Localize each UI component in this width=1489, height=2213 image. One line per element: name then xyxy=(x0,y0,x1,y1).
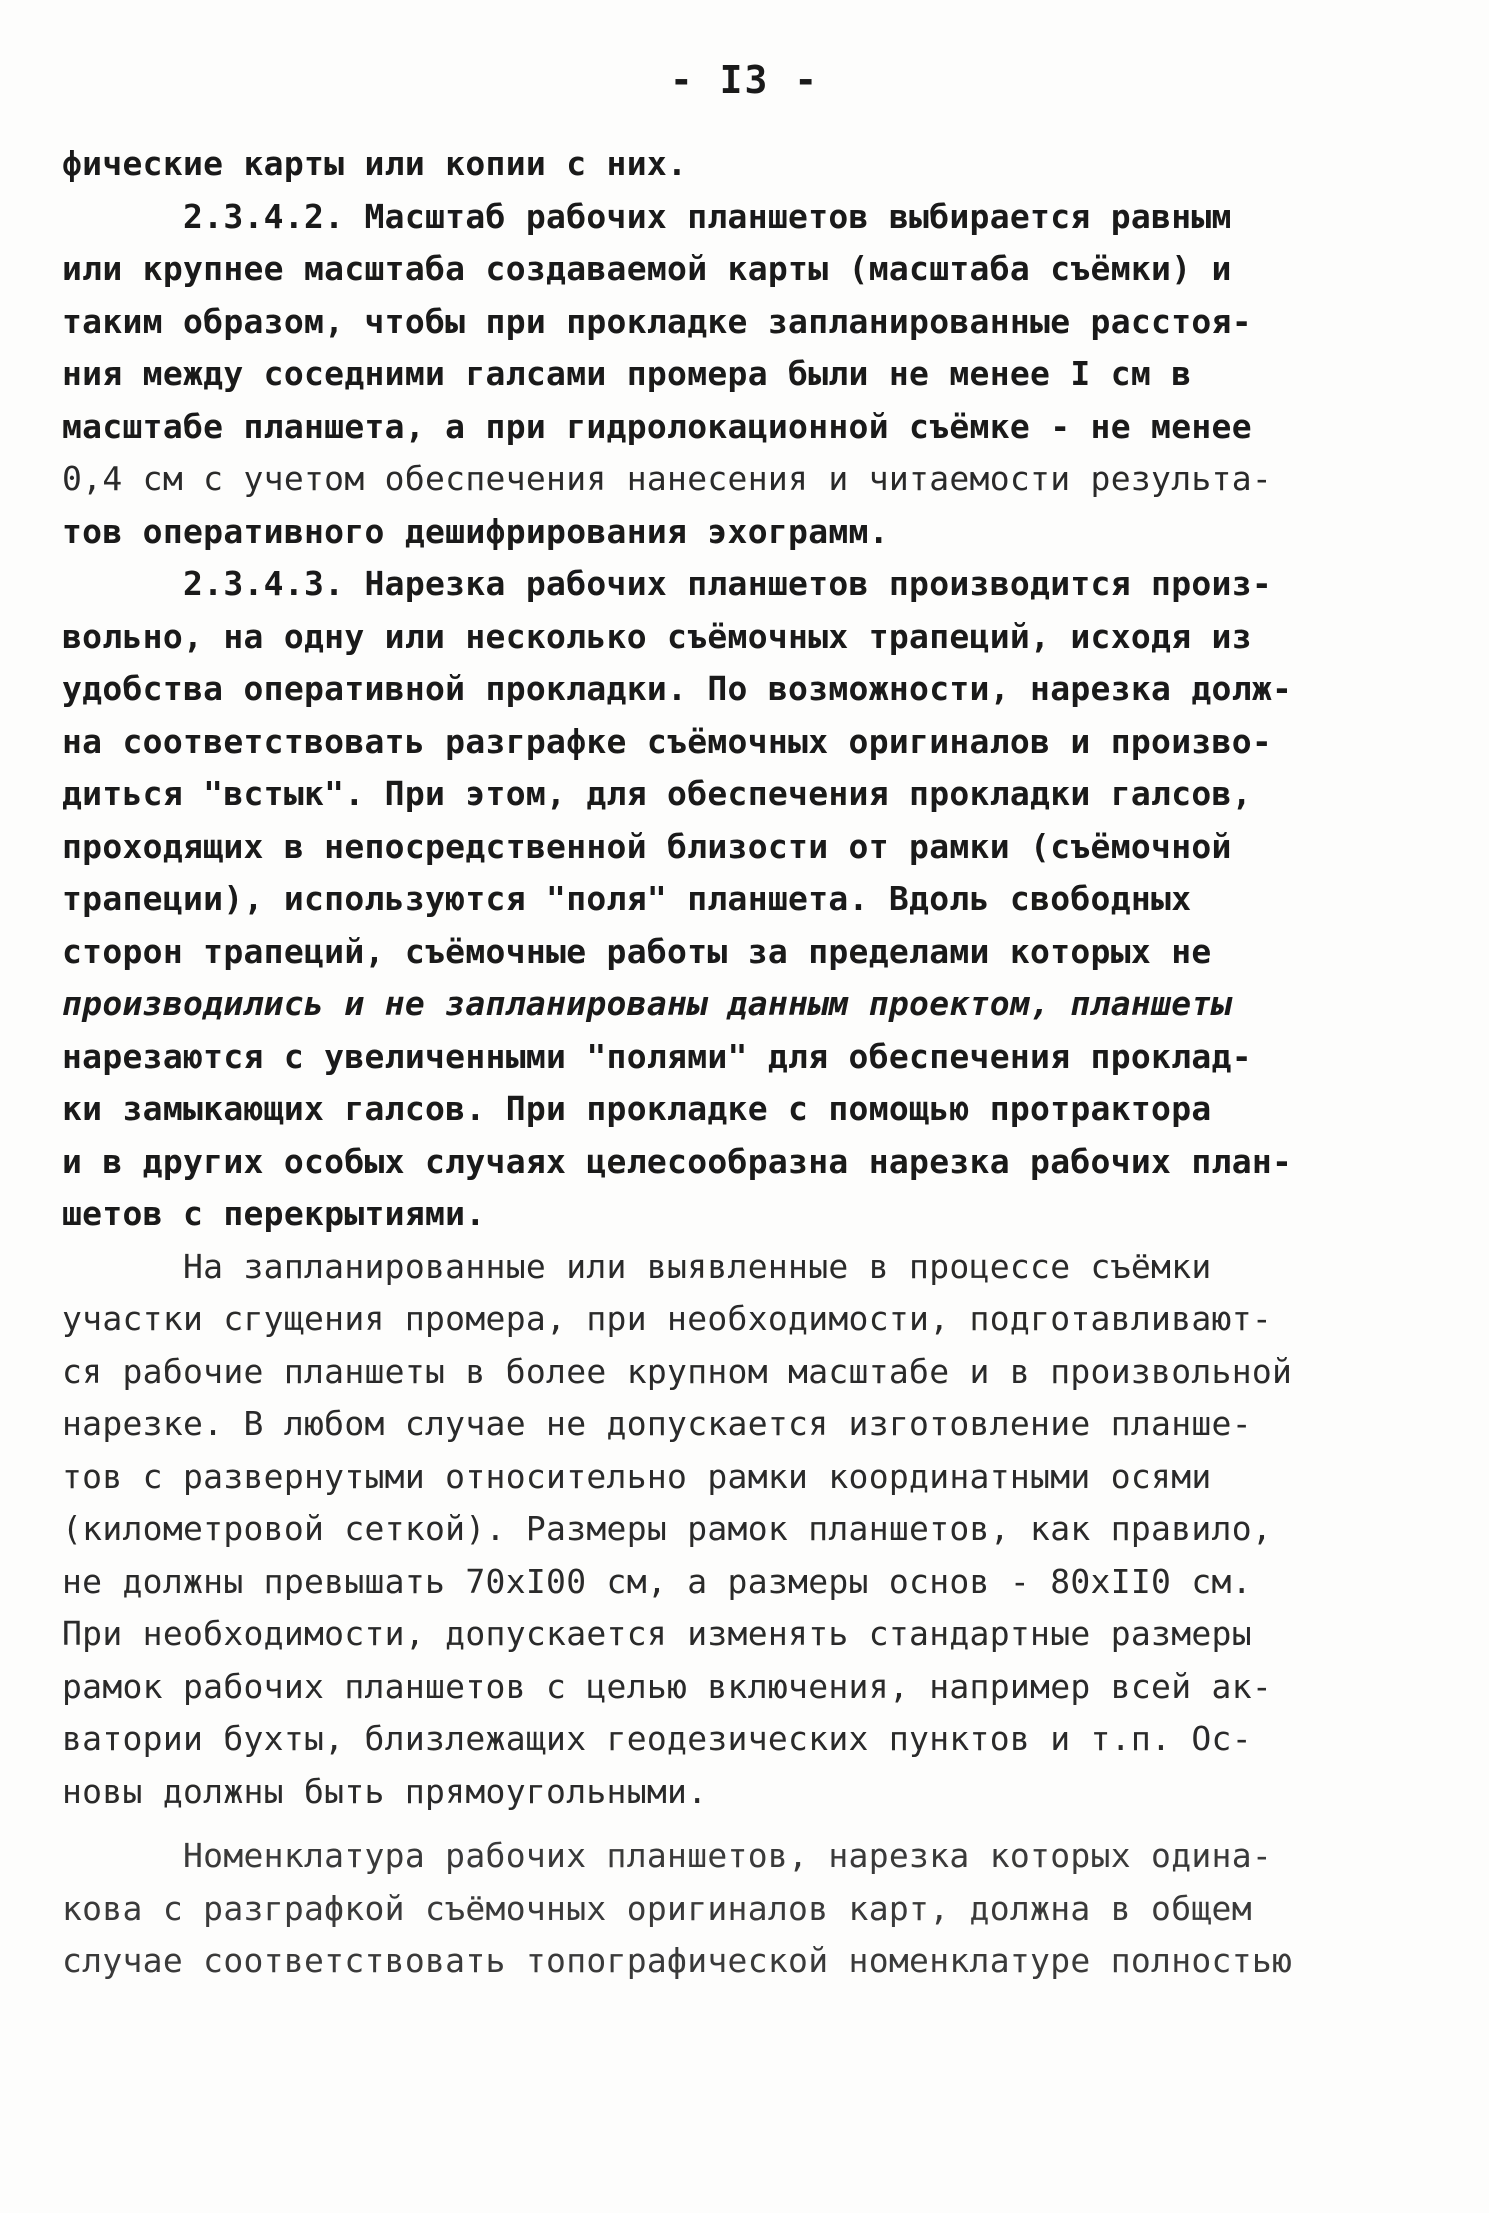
text-line: 2.3.4.2. Масштаб рабочих планшетов выбирается равным xyxy=(62,196,1232,236)
text-line: тов с развернутыми относительно рамки координатными осями xyxy=(62,1456,1212,1496)
body-text xyxy=(62,138,1432,1988)
text-line: ки замыкающих галсов. При прокладке с помощью протрактора xyxy=(62,1089,1212,1128)
text-line: рамок рабочих планшетов с целью включения, например всей ак- xyxy=(62,1666,1273,1706)
text-line: не должны превышать 70хI00 см, а размеры основ - 80хII0 см. xyxy=(62,1561,1252,1601)
text-line: масштабе планшета, а при гидролокационной съёмке - не менее xyxy=(62,406,1252,446)
text-line: диться "встык". При этом, для обеспечения прокладки галсов, xyxy=(62,774,1252,813)
page-number: - I3 - xyxy=(669,58,820,102)
text-line: нарезке. В любом случае не допускается изготовление планше- xyxy=(62,1404,1252,1443)
text-line: таким образом, чтобы при прокладке запланированные расстоя- xyxy=(62,301,1252,341)
text-line: или крупнее масштаба создаваемой карты (масштаба съёмки) и xyxy=(62,249,1232,288)
text-line: фические карты или копии с них. xyxy=(62,144,688,183)
text-line: случае соответствовать топографической номенклатуре полностью xyxy=(62,1941,1293,1980)
text-line: на соответствовать разграфке съёмочных оригиналов и произво- xyxy=(62,721,1273,761)
text-line: 2.3.4.3. Нарезка рабочих планшетов производится произ- xyxy=(62,564,1273,603)
text-line: шетов с перекрытиями. xyxy=(62,1194,486,1233)
text-line: проходящих в непосредственной близости от рамки (съёмочной xyxy=(62,826,1232,866)
text-line: нарезаются с увеличенными "полями" для обеспечения проклад- xyxy=(62,1036,1252,1076)
text-line: вольно, на одну или несколько съёмочных трапеций, исходя из xyxy=(62,616,1252,656)
text-line: участки сгущения промера, при необходимости, подготавливают- xyxy=(62,1299,1273,1338)
text-line: сторон трапеций, съёмочные работы за пределами которых не xyxy=(62,931,1212,971)
text-line: удобства оперативной прокладки. По возможности, нарезка долж- xyxy=(62,669,1293,708)
text-line: новы должны быть прямоугольными. xyxy=(62,1771,708,1811)
text-line: производились и не запланированы данным проектом, планшеты xyxy=(62,984,1232,1023)
text-line: ния между соседними галсами промера были не менее I см в xyxy=(62,354,1192,393)
text-line: кова с разграфкой съёмочных оригиналов карт, должна в общем xyxy=(62,1888,1252,1928)
text-line: 0,4 см с учетом обеспечения нанесения и читаемости результа- xyxy=(62,459,1273,498)
text-line: При необходимости, допускается изменять стандартные размеры xyxy=(62,1614,1252,1653)
text-line: Номенклатура рабочих планшетов, нарезка которых одина- xyxy=(62,1836,1273,1875)
text-line: трапеции), используются "поля" планшета. Вдоль свободных xyxy=(62,879,1192,918)
text-line: (километровой сеткой). Размеры рамок планшетов, как правило, xyxy=(62,1509,1273,1548)
text-line: ся рабочие планшеты в более крупном масштабе и в произвольной xyxy=(62,1351,1293,1391)
text-line: ватории бухты, близлежащих геодезических пунктов и т.п. Ос- xyxy=(62,1719,1252,1758)
text-line: На запланированные или выявленные в процессе съёмки xyxy=(62,1246,1212,1286)
text-line: тов оперативного дешифрирования эхограмм. xyxy=(62,511,889,551)
text-line: и в других особых случаях целесообразна нарезка рабочих план- xyxy=(62,1141,1293,1181)
